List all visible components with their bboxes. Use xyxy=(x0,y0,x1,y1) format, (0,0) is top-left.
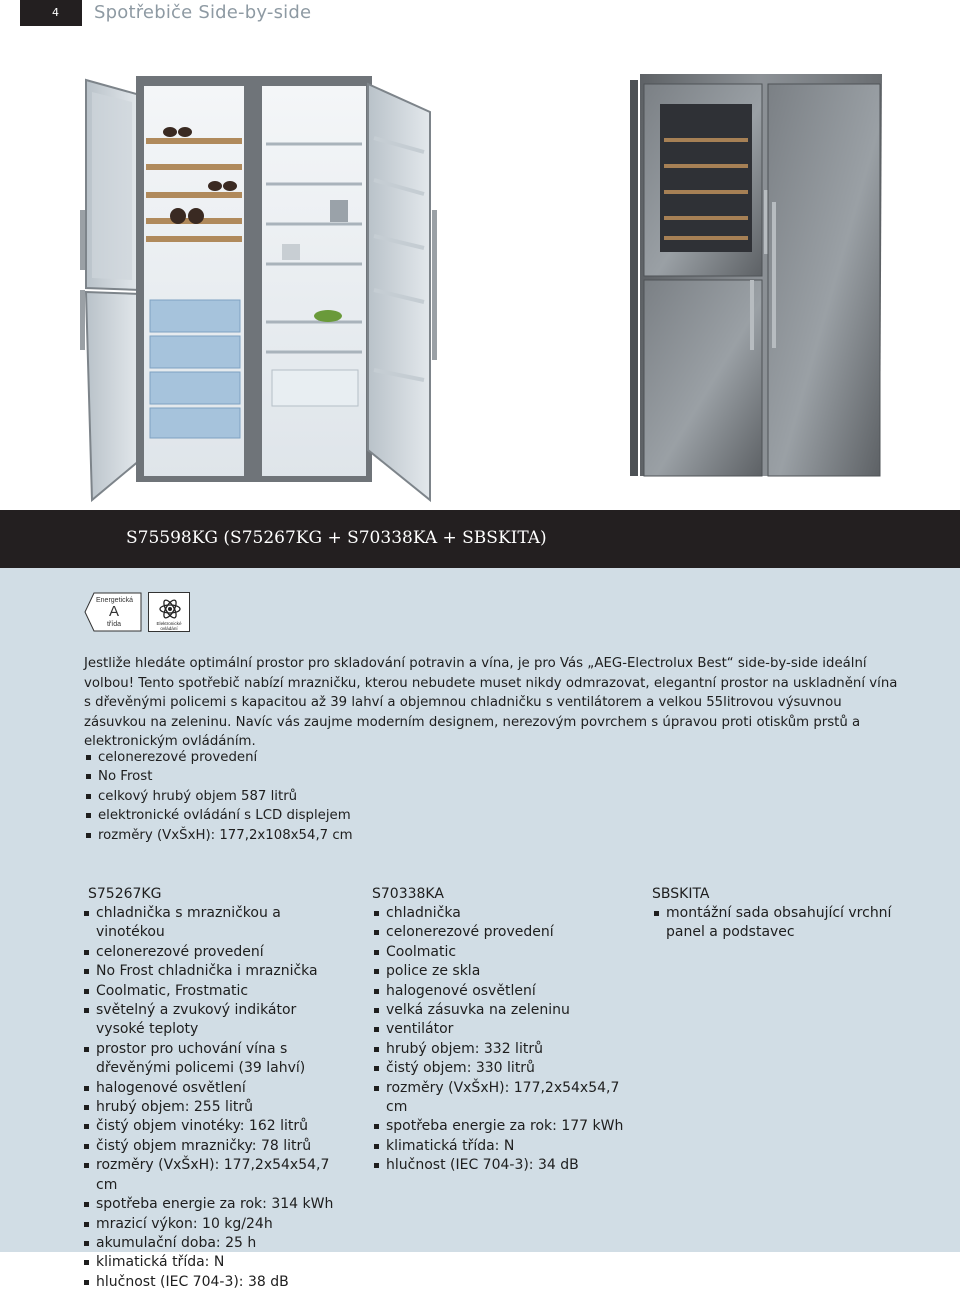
closed-fridge-image xyxy=(630,74,882,476)
spec-column-sbskita xyxy=(652,884,902,943)
product-title-bar xyxy=(0,510,960,568)
electronic-control-badge xyxy=(148,592,190,632)
list-item: police ze skla xyxy=(372,962,637,981)
spec-column-s70338ka xyxy=(372,884,637,1176)
list-item: No Frost chladnička i mraznička xyxy=(82,962,347,981)
list-item: chladnička s mrazničkou a vinotékou xyxy=(82,904,347,943)
list-item: spotřeba energie za rok: 314 kWh xyxy=(82,1195,347,1214)
list-item: akumulační doba: 25 h xyxy=(82,1234,347,1253)
product-photos xyxy=(0,40,960,508)
list-item: hrubý objem: 332 litrů xyxy=(372,1040,637,1059)
atom-icon xyxy=(158,597,182,621)
list-item: rozměry (VxŠxH): 177,2x54x54,7 cm xyxy=(82,1156,347,1195)
feature-list xyxy=(84,748,484,845)
product-title: S75598KG (S75267KG + S70338KA + SBSKITA) xyxy=(126,528,547,548)
energy-badge-label: Energetická xyxy=(96,597,133,604)
list-item: halogenové osvětlení xyxy=(82,1079,347,1098)
spec-list xyxy=(82,904,347,1292)
badges xyxy=(84,592,190,632)
list-item: celonerezové provedení xyxy=(372,923,637,942)
list-item: světelný a zvukový indikátor vysoké teploty xyxy=(82,1001,347,1040)
list-item: hlučnost (IEC 704-3): 34 dB xyxy=(372,1156,637,1175)
list-item: hlučnost (IEC 704-3): 38 dB xyxy=(82,1273,347,1292)
energy-class-letter: A xyxy=(108,603,119,620)
spec-column-title: SBSKITA xyxy=(652,886,710,902)
product-details-panel xyxy=(0,568,960,1290)
list-item: spotřeba energie za rok: 177 kWh xyxy=(372,1117,637,1136)
section-title: Spotřebiče Side-by-side xyxy=(94,2,312,23)
list-item: prostor pro uchování vína s dřevěnými policemi (39 lahví) xyxy=(82,1040,347,1079)
list-item: Coolmatic, Frostmatic xyxy=(82,982,347,1001)
list-item: rozměry (VxŠxH): 177,2x54x54,7 cm xyxy=(372,1079,637,1118)
list-item: montážní sada obsahující vrchní panel a podstavec xyxy=(652,904,902,943)
list-item: čistý objem mrazničky: 78 litrů xyxy=(82,1137,347,1156)
list-item: No Frost xyxy=(84,767,484,786)
page-number: 4 xyxy=(20,0,82,26)
list-item: elektronické ovládání s LCD displejem xyxy=(84,806,484,825)
list-item: ventilátor xyxy=(372,1020,637,1039)
spec-column-title: S75267KG xyxy=(88,886,162,902)
open-fridge-image xyxy=(80,76,437,500)
list-item: mrazicí výkon: 10 kg/24h xyxy=(82,1215,347,1234)
list-item: rozměry (VxŠxH): 177,2x108x54,7 cm xyxy=(84,826,484,845)
spec-list xyxy=(372,904,637,1176)
list-item: celonerezové provedení xyxy=(84,748,484,767)
list-item: Coolmatic xyxy=(372,943,637,962)
electronic-badge-label: Elektronické ovládání xyxy=(156,621,182,631)
list-item: hrubý objem: 255 litrů xyxy=(82,1098,347,1117)
list-item: celonerezové provedení xyxy=(82,943,347,962)
list-item: velká zásuvka na zeleninu xyxy=(372,1001,637,1020)
list-item: klimatická třída: N xyxy=(82,1253,347,1272)
intro-paragraph: Jestliže hledáte optimální prostor pro skladování potravin a vína, je pro Vás „AEG-Electrolux Best“ side-by-side ideální volbou! Tento spotřebič nabízí mrazničku, kterou nebudete muset nikdy odmrazovat, elegantní prostor na uskladnění vína s dřevěnými policemi s kapacitou až 39 lahví a objemnou chladničku s ventilátorem a velkou 55litrovou výsuvnou zásuvkou na zeleninu. Navíc vás zaujme moderním designem, nerezovým povrchem s úpravou proti otiskům prstů a elektronickým ovládáním. xyxy=(84,656,898,749)
energy-class-badge xyxy=(84,592,142,632)
list-item: čistý objem vinotéky: 162 litrů xyxy=(82,1117,347,1136)
spec-list xyxy=(652,904,902,943)
list-item: klimatická třída: N xyxy=(372,1137,637,1156)
spec-column-s75267kg xyxy=(82,884,347,1292)
spec-column-title: S70338KA xyxy=(372,886,444,902)
list-item: čistý objem: 330 litrů xyxy=(372,1059,637,1078)
list-item: chladnička xyxy=(372,904,637,923)
list-item: halogenové osvětlení xyxy=(372,982,637,1001)
energy-badge-sublabel: třída xyxy=(106,621,121,628)
list-item: celkový hrubý objem 587 litrů xyxy=(84,787,484,806)
